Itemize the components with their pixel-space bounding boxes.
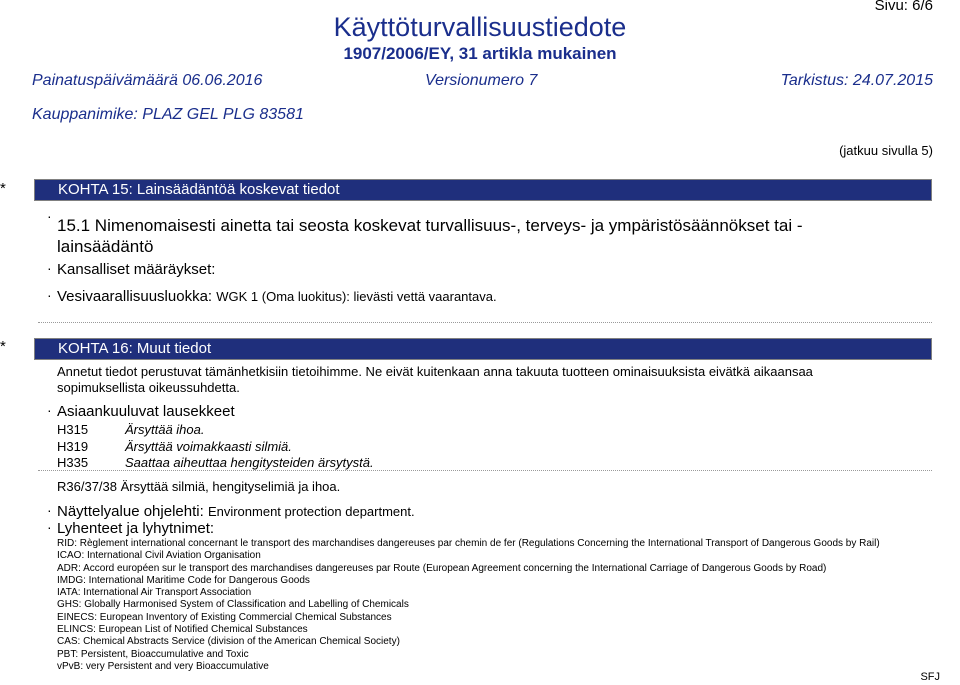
abbreviation-item: ADR: Accord européen sur le transport des marchandises dangereuses par Route (European Agreement concerning the International Carriage of Dangerous Goods by Road) bbox=[57, 562, 827, 574]
divider bbox=[38, 322, 932, 323]
heading-line: 15.1 Nimenomaisesti ainetta tai seosta koskevat turvallisuus-, terveys- ja ympäristösäännökset tai - bbox=[57, 216, 803, 235]
abbreviation-item: ELINCS: European List of Notified Chemical Substances bbox=[57, 624, 308, 636]
water-hazard-label: Vesivaarallisuusluokka: bbox=[57, 288, 213, 305]
bullet: · bbox=[47, 402, 52, 418]
revision-date: Tarkistus: 24.07.2015 bbox=[780, 72, 933, 89]
abbreviations-list bbox=[57, 538, 880, 673]
continued-note: (jatkuu sivulla 5) bbox=[839, 143, 933, 158]
abbreviation-item: IMDG: International Maritime Code for Dangerous Goods bbox=[57, 574, 310, 586]
intro-line: Annetut tiedot perustuvat tämänhetkisiin tietoihimme. Ne eivät kuitenkaan anna takuuta tuotteen ominaisuuksista eivätkä aikaansaa bbox=[57, 364, 813, 379]
changed-marker: * bbox=[0, 180, 6, 197]
bullet: · bbox=[47, 260, 52, 276]
abbreviations-heading: Lyhenteet ja lyhytnimet: bbox=[57, 520, 215, 537]
phrase-code: H335 bbox=[57, 455, 89, 470]
phrase-text: Saattaa aiheuttaa hengitysteiden ärsytystä. bbox=[125, 455, 374, 470]
section-15-bar bbox=[34, 179, 932, 201]
changed-marker: * bbox=[0, 338, 6, 355]
document-subtitle: 1907/2006/EY, 31 artikla mukainen bbox=[343, 44, 617, 63]
document-title: Käyttöturvallisuustiedote bbox=[333, 12, 627, 42]
page-number: Sivu: 6/6 bbox=[874, 0, 933, 14]
abbreviation-item: GHS: Globally Harmonised System of Classification and Labelling of Chemicals bbox=[57, 599, 409, 611]
bullet: · bbox=[47, 208, 52, 224]
r-phrase: R36/37/38 Ärsyttää silmiä, hengityselimiä ja ihoa. bbox=[57, 479, 341, 494]
section-15-1-heading bbox=[57, 215, 803, 257]
issuer-value: Environment protection department. bbox=[207, 504, 415, 519]
abbreviation-item: PBT: Persistent, Bioaccumulative and Toxic bbox=[57, 648, 249, 660]
hazard-phrase-row bbox=[57, 422, 374, 439]
footer-code: SFJ bbox=[920, 671, 940, 683]
abbreviation-item: IATA: International Air Transport Association bbox=[57, 587, 252, 599]
abbreviation-item: ICAO: International Civil Aviation Organisation bbox=[57, 550, 261, 562]
bullet: · bbox=[47, 502, 52, 518]
national-regulations: Kansalliset määräykset: bbox=[57, 261, 216, 278]
issuer-label: Näyttelyalue ohjelehti: bbox=[57, 503, 204, 520]
phrase-text: Ärsyttää ihoa. bbox=[125, 422, 205, 437]
intro-line: sopimuksellista oikeussuhdetta. bbox=[57, 380, 240, 395]
section-16-title: KOHTA 16: Muut tiedot bbox=[58, 340, 212, 357]
abbreviation-item: RID: Règlement international concernant le transport des marchandises dangereuses par chemin de fer (Regulations Concerning the International Transport of Dangerous Goods by Rail) bbox=[57, 538, 880, 549]
issuer bbox=[57, 503, 415, 520]
abbreviation-item: CAS: Chemical Abstracts Service (division of the American Chemical Society) bbox=[57, 636, 400, 648]
version-number: Versionumero 7 bbox=[425, 72, 538, 89]
abbreviation-item: EINECS: European Inventory of Existing Commercial Chemical Substances bbox=[57, 611, 392, 623]
bullet: · bbox=[47, 287, 52, 303]
hazard-phrase-row bbox=[57, 439, 374, 456]
relevant-phrases-heading: Asiaankuuluvat lausekkeet bbox=[57, 403, 235, 420]
water-hazard-class bbox=[57, 288, 497, 305]
phrase-code: H319 bbox=[57, 438, 89, 454]
divider bbox=[38, 470, 932, 471]
trade-name: Kauppanimike: PLAZ GEL PLG 83581 bbox=[32, 106, 304, 123]
heading-line: lainsäädäntö bbox=[57, 237, 154, 256]
water-hazard-value: WGK 1 (Oma luokitus): lievästi vettä vaarantava. bbox=[216, 289, 497, 304]
bullet: · bbox=[47, 519, 52, 535]
phrase-text: Ärsyttää voimakkaasti silmiä. bbox=[125, 438, 292, 454]
section-15-title: KOHTA 15: Lainsäädäntöä koskevat tiedot bbox=[58, 181, 340, 198]
print-date: Painatuspäivämäärä 06.06.2016 bbox=[32, 72, 263, 89]
abbreviation-item: vPvB: very Persistent and very Bioaccumulative bbox=[57, 660, 269, 672]
phrase-code: H315 bbox=[57, 422, 89, 437]
section-16-intro bbox=[57, 364, 813, 396]
section-16-bar bbox=[34, 338, 932, 360]
hazard-phrases bbox=[57, 422, 374, 472]
